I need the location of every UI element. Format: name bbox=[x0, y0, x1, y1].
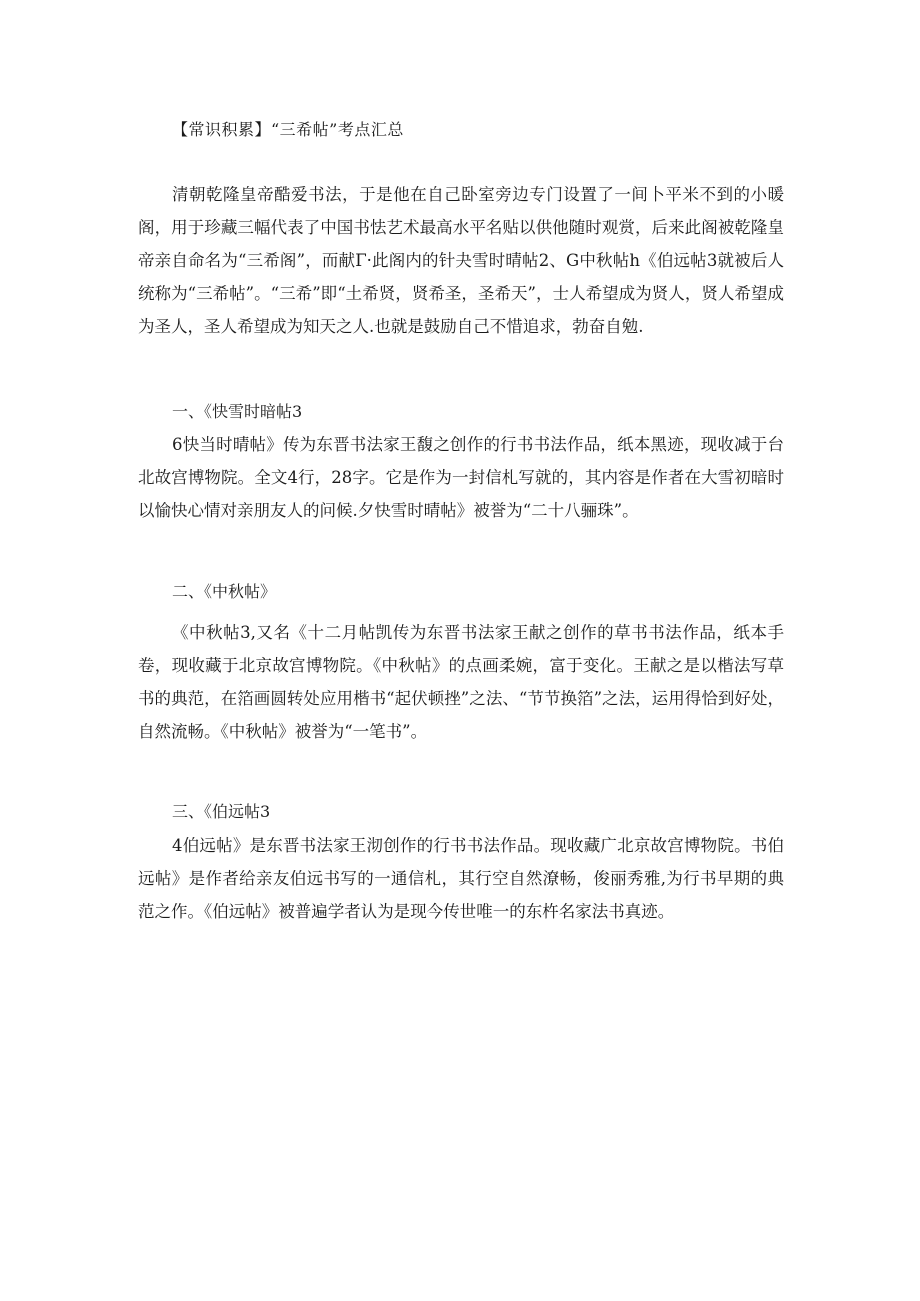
section-heading-kuaixue: 一、《快雪时暗帖3 bbox=[172, 402, 303, 421]
section-body-kuaixue: 6快当时晴帖》传为东晋书法家王馥之创作的行书书法作品，纸本黑迹，现收减于台北故宫博物院。全文4行，28字。它是作为一封信札写就的，其内容是作者在大雪初暗时以愉快心情对亲朋友人的问候.夕快雪时晴帖》被誉为“二十八骊珠”。 bbox=[138, 435, 784, 520]
section-heading-zhongqiu: 二、《中秋帖》 bbox=[172, 582, 277, 601]
intro-paragraph: 清朝乾隆皇帝酷爱书法，于是他在自己卧室旁边专门设置了一间卜平米不到的小暖阁，用于珍藏三幅代表了中国书怯艺术最高水平名贴以供他随时观赏，后来此阁被乾隆皇帝亲自命名为“三希阁”，而献Γ·此阁内的针夬雪时晴帖2、G中秋帖h《伯远帖3就被后人统称为“三希帖”。“三希”即“土希贤，贤希圣，圣希天”，士人希望成为贤人，贤人希望成为圣人，圣人希望成为知天之人.也就是鼓励自己不惜追求，勃奋自勉. bbox=[138, 185, 784, 336]
section-body-zhongqiu: 《中秋帖3,又名《十二月帖凯传为东晋书法家王献之创作的草书书法作品，纸本手卷，现收藏于北京故宫博物院。《中秋帖》的点画柔婉，富于变化。王献之是以楷法写草书的典范，在箔画圆转处应用楷书“起伏顿挫”之法、“节节换箔”之法，运用得恰到好处，自然流畅。《中秋帖》被誉为“一笔书”。 bbox=[138, 623, 784, 741]
section-body-boyuan: 4伯远帖》是东晋书法家王沏创作的行书书法作品。现收藏广北京故宫博物院。书伯远帖》是作者给亲友伯远书写的一通信札，其行空自然潦畅，俊丽秀雅,为行书早期的典范之作。《伯远帖》被普遍学者认为是现今传世唯一的东杵名家法书真迹。 bbox=[138, 836, 784, 921]
document-title: 【常识积累】“三希帖”考点汇总 bbox=[172, 120, 404, 139]
section-heading-boyuan: 三、《伯远帖3 bbox=[172, 802, 271, 821]
